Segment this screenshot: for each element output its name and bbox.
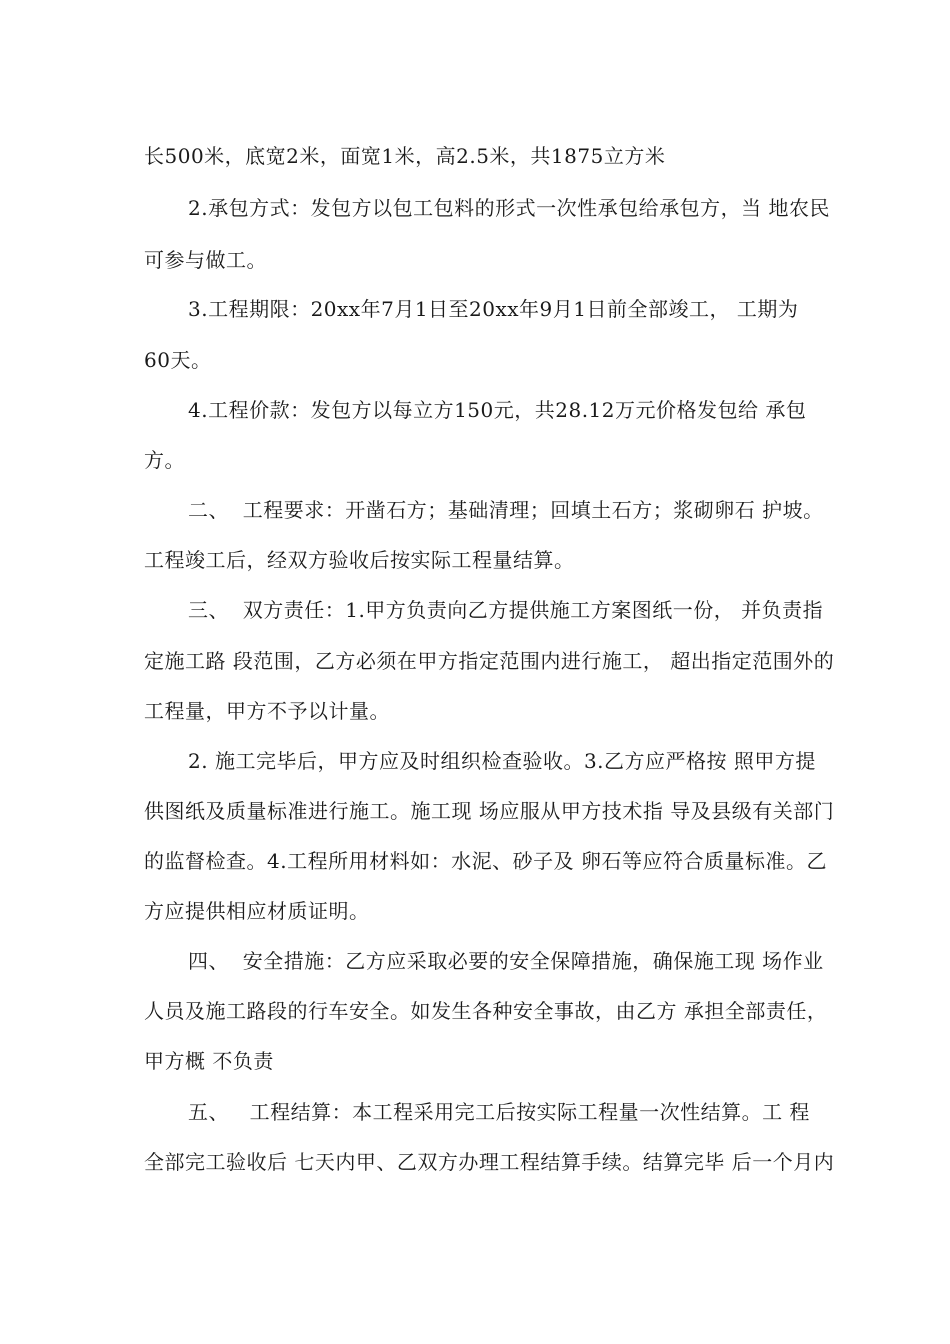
text-line: 供图纸及质量标准进行施工。施工现 场应服从甲方技术指 导及县级有关部门 [144, 799, 835, 823]
text-line: 可参与做工。 [144, 248, 267, 272]
text-line: 方应提供相应材质证明。 [144, 899, 370, 923]
text-line: 2.承包方式：发包方以包工包料的形式一次性承包给承包方，当 地农民 [188, 196, 830, 220]
text-line: 3.工程期限：20xx年7月1日至20xx年9月1日前全部竣工， 工期为 [188, 297, 799, 321]
text-line: 人员及施工路段的行车安全。如发生各种安全事故，由乙方 承担全部责任， [144, 999, 828, 1023]
text-line: 五、 工程结算：本工程采用完工后按实际工程量一次性结算。工 程 [188, 1100, 810, 1124]
text-line: 二、 工程要求：开凿石方；基础清理；回填土石方；浆砌卵石 护坡。 [188, 498, 824, 522]
text-line: 定施工路 段范围，乙方必须在甲方指定范围内进行施工， 超出指定范围外的 [144, 649, 835, 673]
text-line: 60天。 [144, 348, 212, 372]
text-line: 工程量，甲方不予以计量。 [144, 699, 390, 723]
text-line: 四、 安全措施：乙方应采取必要的安全保障措施，确保施工现 场作业 [188, 949, 824, 973]
text-line: 长500米，底宽2米，面宽1米，高2.5米，共1875立方米 [144, 144, 666, 168]
text-line: 2. 施工完毕后，甲方应及时组织检查验收。3.乙方应严格按 照甲方提 [188, 749, 816, 773]
text-line: 全部完工验收后 七天内甲、乙双方办理工程结算手续。结算完毕 后一个月内 [144, 1150, 835, 1174]
text-line: 三、 双方责任：1.甲方负责向乙方提供施工方案图纸一份， 并负责指 [188, 598, 824, 622]
text-line: 甲方概 不负责 [144, 1049, 274, 1073]
text-line: 的监督检查。4.工程所用材料如：水泥、砂子及 卵石等应符合质量标准。乙 [144, 849, 827, 873]
text-line: 方。 [144, 448, 185, 472]
text-line: 4.工程价款：发包方以每立方150元，共28.12万元价格发包给 承包 [188, 398, 807, 422]
text-line: 工程竣工后，经双方验收后按实际工程量结算。 [144, 548, 575, 572]
